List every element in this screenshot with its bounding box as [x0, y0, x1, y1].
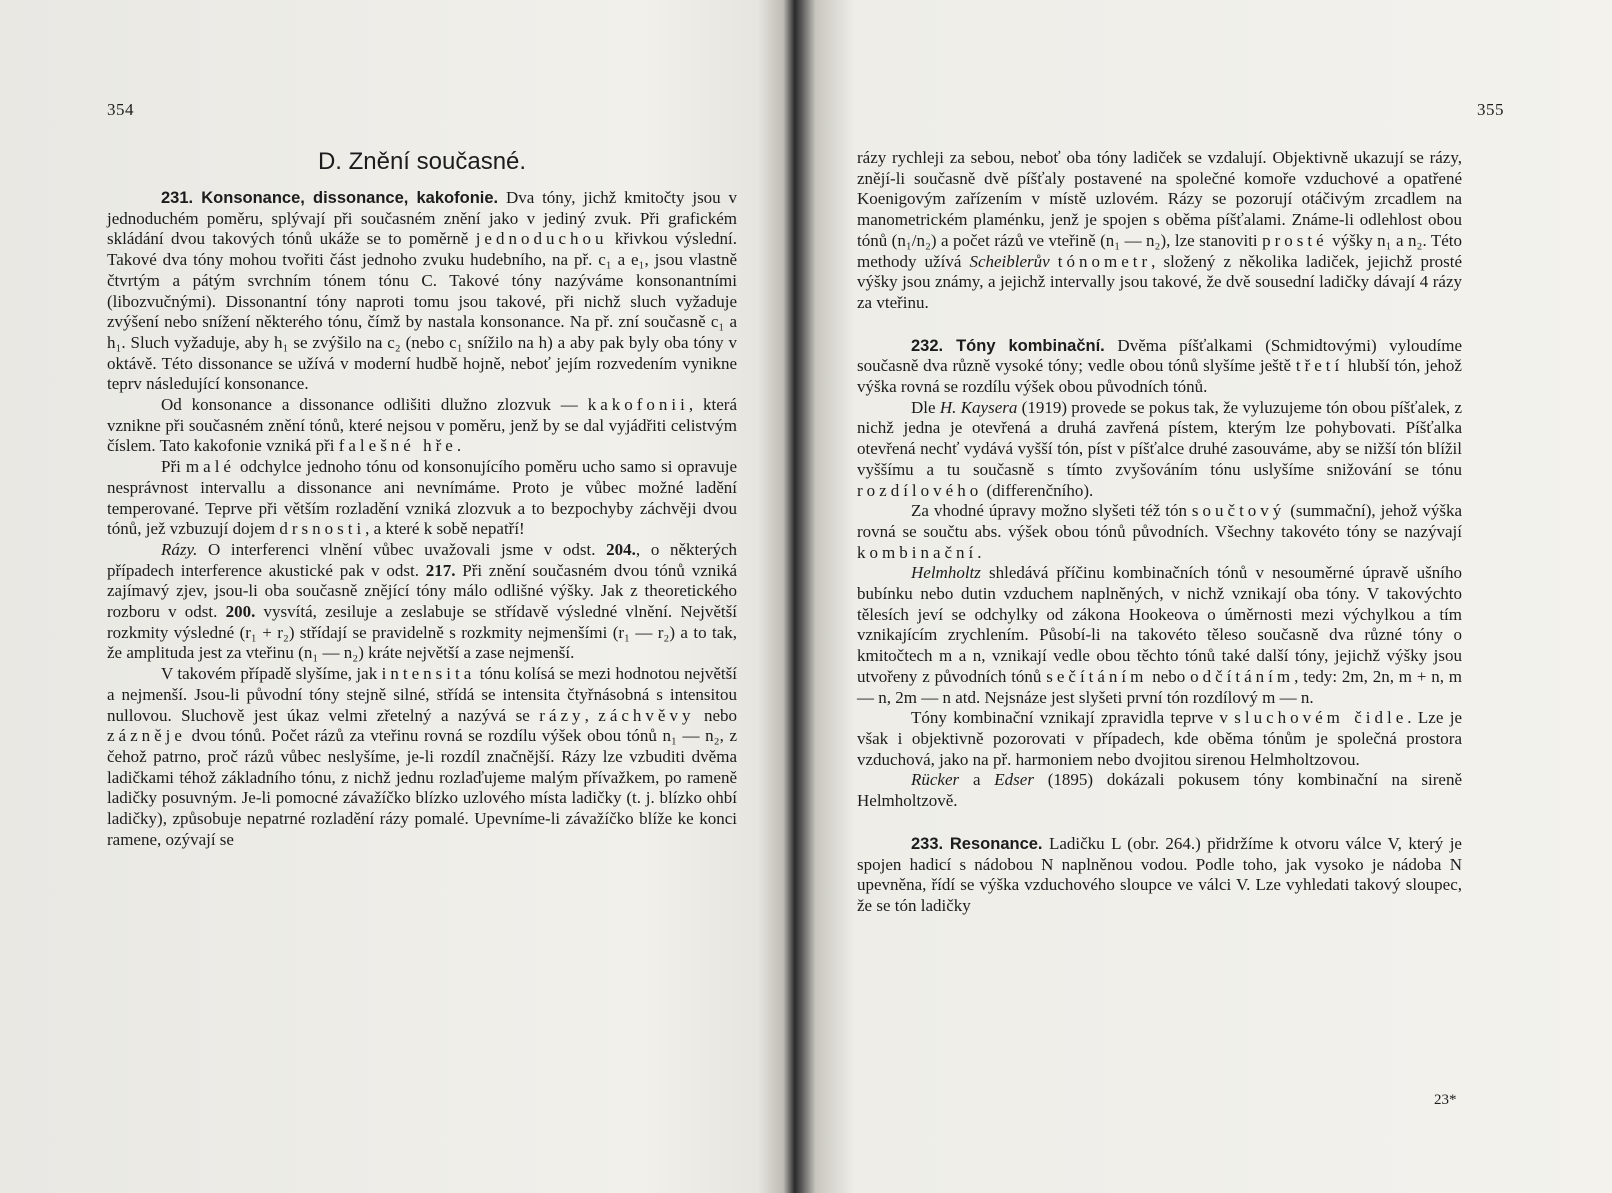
- text: , a které k sobě nepatří!: [365, 519, 525, 539]
- paragraph: [857, 148, 1462, 314]
- text: výšky n₁ a n₂. Této methody užívá: [857, 230, 1462, 271]
- spaced-text: rázy: [539, 705, 585, 725]
- spaced-text: falešné hře: [338, 436, 457, 456]
- paragraph: [107, 457, 737, 540]
- section-ref: 200.: [225, 602, 256, 622]
- text: , která vznikne při současném znění tónů, které nejsou v poměru, jenž by se dal vyjádřiti celistvým číslem. Tato kakofonie vzniká při: [107, 395, 737, 456]
- left-page: [0, 0, 790, 1193]
- page-number: 354: [107, 100, 134, 119]
- italic-text: Scheiblerův: [969, 251, 1050, 271]
- spaced-text: kombinační: [857, 542, 978, 562]
- paragraph: [857, 501, 1462, 563]
- text: rázy rychleji za sebou, neboť oba tóny ladiček se vzdalují. Objektivně ukazují se rázy, znějí-li současně dvě píšťaly postavené na společné komoře vzduchové a opatřené Koenigovým zařízením v místě uzlovém. Rázy se pozorují otáčivým zrcadlem na manometrickém plaménku, jenž je spojen s oběma píšťalami. Známe-li odlehlost obou tónů (n₁/n₂) a počet rázů ve vteřině (n₁ — n₂), lze stanoviti: [857, 148, 1462, 250]
- section-heading: 232. Tóny kombinační.: [911, 336, 1105, 355]
- text: V takovém případě slyšíme, jak: [161, 664, 382, 684]
- text: tónu kolísá se mezi hodnotou největší a nejmenší. Jsou-li původní tóny stejně silné, střídá se intensita čtyřnásobná s intensitou nullovou. Sluchově jest úkaz velmi zřetelný a nazývá se: [107, 664, 737, 725]
- paragraph: [857, 563, 1462, 708]
- spaced-text: intensita: [381, 664, 476, 684]
- text: (summační), jehož výška rovná se součtu abs. výšek obou tónů původních. Všechny takovéto tóny se nazývají: [857, 501, 1462, 541]
- italic-text: H. Kaysera: [939, 397, 1018, 417]
- text: Při znění současném dvou tónů vzniká zajímavý zjev, jsou-li oba současně znějící tóny málo odlišné výšky. Jak z theoretického rozboru v odst.: [107, 560, 738, 622]
- italic-text: Helmholtz: [911, 563, 981, 583]
- text: , o některých případech interference akustické pak v odst.: [107, 539, 737, 580]
- text: , tedy: 2m, 2n, m + n, m — n, 2m — n atd. Nejsnáze jest slyšeti první tón rozdílový m — n.: [857, 666, 1463, 707]
- text: Za vhodné úpravy možno slyšeti též tón: [911, 501, 1192, 521]
- text: O interferenci vlnění vůbec uvažovali jsme v odst.: [197, 539, 607, 559]
- text: Od konsonance a dissonance odlišiti dlužno zlozvuk —: [161, 395, 588, 415]
- text: (differenčního).: [982, 480, 1094, 500]
- text: Dva tóny, jichž kmitočty jsou v jednoduchém poměru, splývají při současném znění jako v jediný zvuk. Při grafickém skládání dvou takových tónů ukáže se to poměrně: [107, 188, 737, 249]
- paragraph: [857, 336, 1462, 398]
- text: křivkou výslední. Takové dva tóny mohou tvořiti část jednoho zvuku hudebního, na př. c₁ a e₁, jsou vlastně čtvrtým a pátým svrchním tónem tónu C. Takové tóny nazýváme konsonantními (libozvučnými). Dissonantní tóny naproti tomu jsou takové, při nichž sluch vyžaduje zvýšení nebo snížení některého tónu, čímž by nastala konsonance. Na př. zní současně c₁ a h₁. Sluch vyžaduje, aby h₁ se zvýšilo na c₂ (nebo c₁ snížilo na h) a aby pak byly oba tóny v oktávě. Této dissonance se užívá v moderní hudbě hojně, neboť jejím rozvedením vynikne teprv následující konsonance.: [107, 229, 738, 394]
- signature-mark: 23*: [1434, 1092, 1457, 1108]
- spaced-text: odčítáním: [1190, 666, 1295, 686]
- text: ,: [584, 705, 599, 725]
- text: shledává příčinu kombinačních tónů v nesouměrné úpravě ušního bubínku nebo dutin vzduchem naplněných, v nichž vznikají oba tóny. V takovýchto tělesích jeví se odchylky od zákona Hookeova o úměrnosti mezi výchylkou a tím vznikajícím zrychlením. Působí-li na takovéto těleso současně dva různé tóny o kmitočtech m a n, vznikají vedle obou těchto tónů také další tóny, jejichž výšky jsou utvořeny z původních tónů: [857, 563, 1462, 686]
- spaced-text: třetí: [1295, 356, 1344, 376]
- spaced-text: zázněje: [107, 726, 186, 746]
- right-text-column: [857, 148, 1462, 917]
- paragraph: [107, 188, 737, 395]
- chapter-title: D. Znění současné.: [317, 148, 527, 175]
- text: Ladičku L (obr. 264.) přidržíme k otvoru válce V, který je spojen hadicí s nádobou N naplněnou vodou. Podle toho, jak vysoko je nádoba N upevněna, řídí se výška vzduchového sloupce ve válci V. Lze vyhledati takový sloupec, že se tón ladičky: [857, 833, 1462, 915]
- italic-text: Rücker: [911, 770, 960, 790]
- paragraph: [857, 708, 1462, 770]
- text: Dvěma píšťalkami (Schmidtovými) vyloudíme současně dva různě vysoké tóny; vedle obou tónů slyšíme ještě: [857, 335, 1463, 376]
- section-heading: 231. Konsonance, dissonance, kakofonie.: [161, 189, 499, 207]
- spaced-text: tónometr: [1057, 251, 1152, 271]
- right-page: [822, 0, 1612, 1193]
- spaced-text: malé: [185, 457, 235, 477]
- section-heading: 233. Resonance.: [911, 834, 1043, 853]
- paragraph: [857, 398, 1462, 502]
- text: nebo: [694, 705, 738, 725]
- paragraph: [107, 395, 737, 457]
- spaced-text: prosté: [1262, 230, 1328, 250]
- spaced-text: jednoduchou: [475, 229, 608, 249]
- page-number: 355: [1477, 100, 1504, 119]
- section-ref: 204.: [606, 539, 636, 559]
- text: hlubší tón, jehož výška rovná se rozdílu výšek obou původních tónů.: [857, 356, 1462, 397]
- paragraph: [107, 540, 737, 664]
- text: . Lze je však i objektivně pozorovati v případech, kde oběma tónům je společná prostora vzduchová, jako na př. harmoniem nebo dvojitou sirenou Helmholtzovou.: [857, 708, 1462, 769]
- text: a: [959, 770, 995, 790]
- italic-text: Edser: [994, 770, 1034, 790]
- spaced-text: kakofonii: [587, 395, 689, 415]
- text: Dle: [911, 397, 940, 417]
- spaced-text: drsnosti: [279, 519, 366, 539]
- section-ref: 217.: [425, 560, 456, 580]
- text: odchylce jednoho tónu od konsonujícího poměru ucho samo si opravuje nesprávnost intervallu a dissonance ani nevnímáme. Proto je vůbec možné ladění temperované. Teprve při větším rozladění vzniká zlozvuk a to bezpochyby záchvěji dvou tónů, jež vzbuzují dojem: [107, 457, 738, 539]
- paragraph: [857, 770, 1462, 811]
- text: nebo: [1147, 666, 1191, 686]
- spaced-text: záchvěvy: [598, 705, 695, 725]
- text: (1895) dokázali pokusem tóny kombinační na sireně Helmholtzově.: [857, 770, 1462, 811]
- left-text-column: [107, 188, 737, 851]
- spaced-text: sečítáním: [1046, 666, 1148, 686]
- italic-text: Rázy.: [161, 539, 198, 559]
- spaced-text: sluchovém čidle: [1234, 708, 1408, 728]
- text: dvou tónů. Počet rázů za vteřinu rovná se rozdílu výšek obou tónů n₁ — n₂, z čehož patrno, proč rázů vůbec neslyšíme, je-li rozdíl značnější. Rázy lze vzbuditi dvěma ladičkami téhož základního tónu, z nichž jednu rozlaďujeme malým přívažkem, po rameně ladičky posuvným. Je-li pomocné závažíčko blízko uzlového místa ladičky (t. j. blízko ohbí ladičky), způsobuje nepatrné rozladění rázy pomalé. Upevníme-li závažíčko blíže ke konci ramene, ozývají se: [107, 726, 737, 849]
- text: , složený z několika ladiček, jejichž prosté výšky jsou známy, a jejichž intervally jsou takové, že dvě sousední ladičky dávají 4 rázy za vteřinu.: [857, 251, 1463, 312]
- text: (1919) provede se pokus tak, že vyluzujeme tón obou píšťalek, z nichž jedna je otevřená a druhá zavřená pístem, kterým lze pohybovati. Píšťalka otevřená nechť vydává vyšší tón, píst v píšťalce druhé zasouváme, aby se nižší tón blížil vyššímu a tu současně s tímto zvyšováním tónu uslyšíme snižování se tónu: [857, 397, 1462, 479]
- text: .: [456, 436, 462, 456]
- text: vysvítá, zesiluje a zeslabuje se střídavě výsledné vlnění. Největší rozkmity výsledné (r₁ + r₂) střídají se pravidelně s rozkmity nejmenšími (r₁ — r₂) a to tak, že amplituda jest za vteřinu (n₁ — n₂) kráte největší a zase nejmenší.: [107, 602, 737, 663]
- spaced-text: rozdílového: [857, 480, 983, 500]
- text: .: [977, 542, 982, 562]
- paragraph: [107, 664, 737, 850]
- paragraph: [857, 834, 1462, 917]
- spaced-text: součtový: [1191, 501, 1286, 521]
- text: Při: [161, 457, 186, 477]
- text: Tóny kombinační vznikají zpravidla teprve v: [911, 708, 1235, 728]
